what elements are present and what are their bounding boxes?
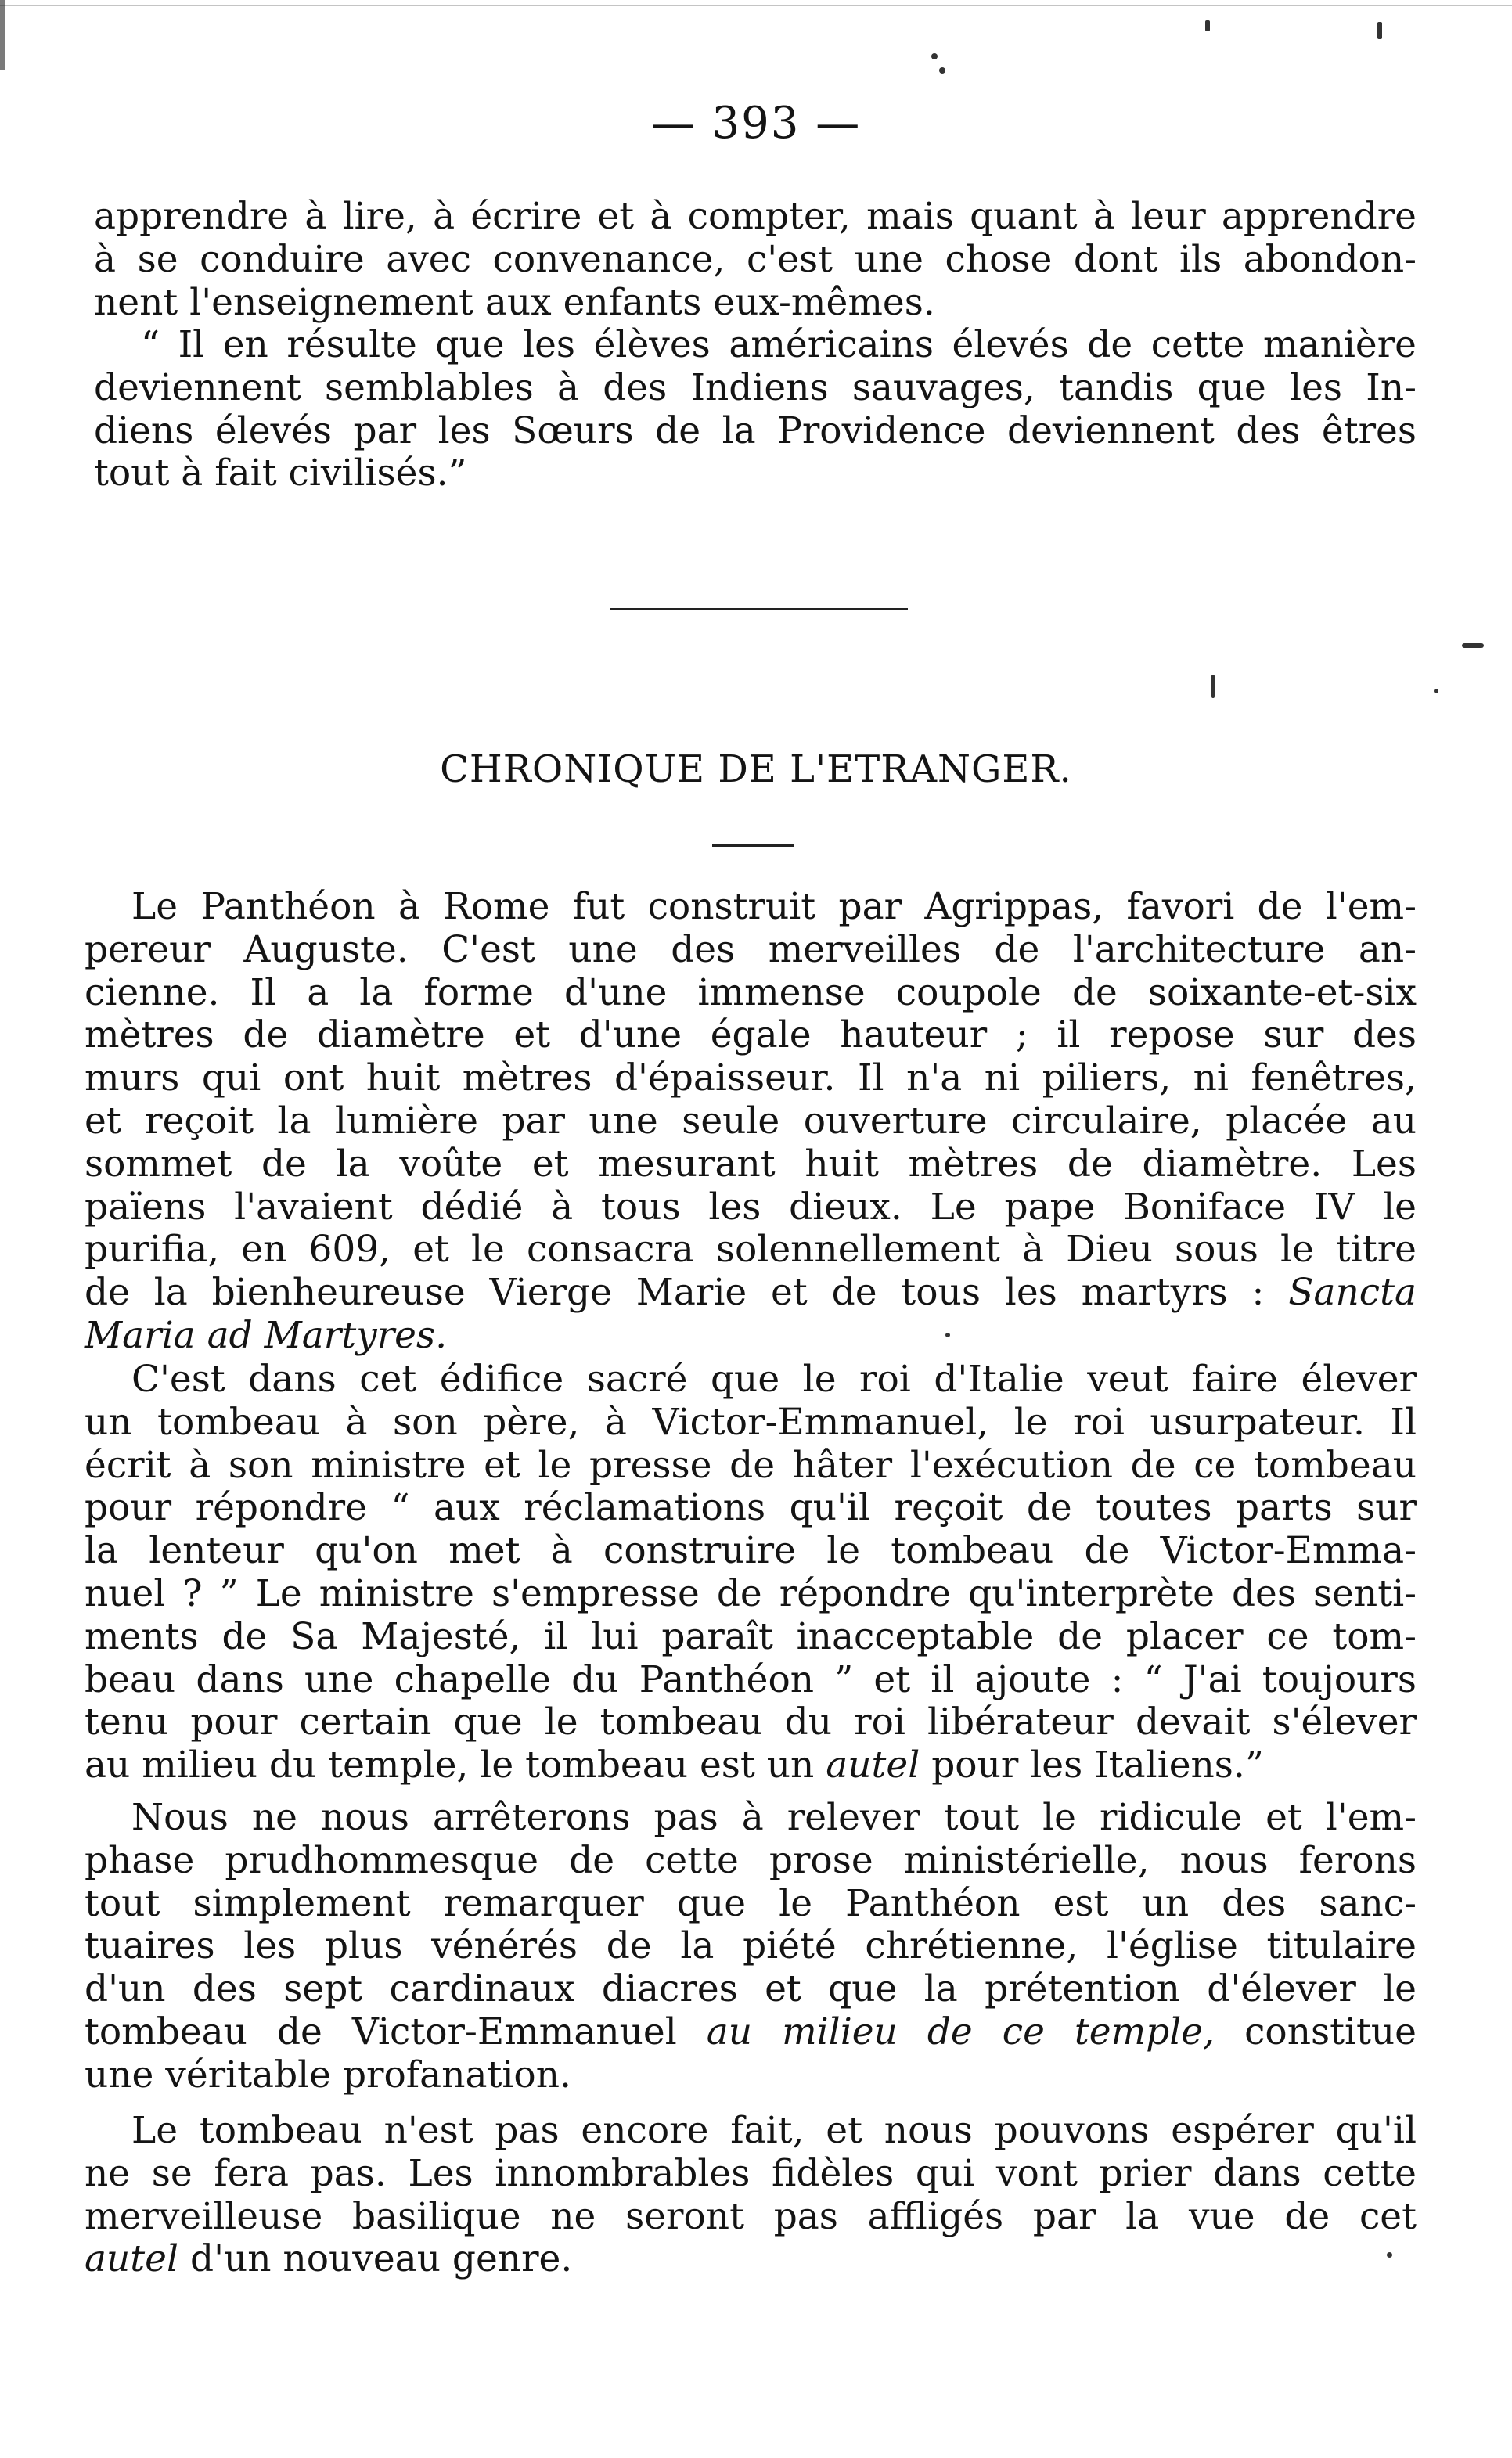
scan-speck [1387,2252,1392,2258]
body-paragraph [85,886,1417,1358]
text-line: la lenteur qu'on met à construire le tombeau de Victor-Emma- [85,1529,1417,1573]
text-line: murs qui ont huit mètres d'épaisseur. Il n'a ni piliers, ni fenêtres, [85,1056,1417,1100]
scan-speck [1211,675,1215,698]
text-line: tout simplement remarquer que le Panthéon est un des sanc- [85,1881,1417,1925]
scan-speck [931,53,938,59]
section-title: CHRONIQUE DE L'ETRANGER. [440,747,1072,791]
text-line: deviennent semblables à des Indiens sauvages, tandis que les In- [94,365,1417,409]
text-line: un tombeau à son père, à Victor-Emmanuel, le roi usurpateur. Il [85,1400,1417,1444]
scan-speck [1377,22,1382,39]
text-run: constitue [1244,2010,1417,2053]
text-line: apprendre à lire, à écrire et à compter, mais quant à leur apprendre [94,195,1417,238]
text-line: phase prudhommesque de cette prose ministérielle, nous ferons [85,1838,1417,1882]
text-line: pour répondre “ aux réclamations qu'il reçoit de toutes parts sur [85,1486,1417,1530]
section-divider [610,608,908,610]
text-line: ne se fera pas. Les innombrables fidèles qui vont prier dans cette [85,2151,1417,2195]
text-line: Le tombeau n'est pas encore fait, et nous pouvons espérer qu'il [131,2109,1417,2152]
text-line: purifia, en 609, et le consacra solennellement à Dieu sous le titre [85,1228,1417,1272]
italic-text: Sancta [1288,1271,1417,1315]
text-line: Le Panthéon à Rome fut construit par Agrippas, favori de l'em- [131,885,1417,928]
text-line [85,1272,1417,1315]
text-line: écrit à son ministre et le presse de hâter l'exécution de ce tombeau [85,1443,1417,1487]
text-line: une véritable profanation. [85,2053,571,2096]
text-line: tenu pour certain que le tombeau du roi libérateur devait s'élever [85,1700,1417,1744]
page-number: — 393 — [650,98,862,149]
italic-text: autel [826,1744,920,1787]
text-line: ments de Sa Majesté, il lui paraît inacceptable de placer ce tom- [85,1614,1417,1658]
text-line: nuel ? ” Le ministre s'empresse de répondre qu'interprète des senti- [85,1571,1417,1615]
text-line [85,1744,1417,1787]
title-underline [712,844,794,847]
text-line [85,1315,1417,1358]
text-line: d'un des sept cardinaux diacres et que la prétention d'élever le [85,1967,1417,2011]
quote-paragraph [94,324,1417,495]
scan-speck [945,1333,950,1337]
text-line: et reçoit la lumière par une seule ouverture circulaire, placée au [85,1099,1417,1143]
text-run: d'un nouveau genre. [189,2237,573,2281]
text-line [85,2238,1417,2281]
text-line: Nous ne nous arrêterons pas à relever tout le ridicule et l'em- [131,1796,1417,1839]
text-line: “ Il en résulte que les élèves américains élevés de cette manière [141,323,1417,366]
text-line: diens élevés par les Sœurs de la Providence deviennent des êtres [94,408,1417,452]
text-line [85,2011,1417,2054]
text-line: nent l'enseignement aux enfants eux-mêmes. [94,280,935,324]
scan-speck [1434,689,1438,693]
body-paragraph [85,2110,1417,2281]
scan-speck [939,67,945,74]
text-line: cienne. Il a la forme d'une immense coupole de soixante-et-six [85,970,1417,1014]
text-line: mètres de diamètre et d'une égale hauteur ; il repose sur des [85,1013,1417,1057]
text-line: à se conduire avec convenance, c'est une chose dont ils abondon- [94,237,1417,281]
left-edge-mark [0,0,5,70]
intro-paragraph [94,196,1417,324]
text-line: pereur Auguste. C'est une des merveilles de l'architecture an- [85,927,1417,971]
text-run: au milieu du temple, le tombeau est un [85,1744,815,1787]
body-paragraph [85,1359,1417,1787]
text-line: païens l'avaient dédié à tous les dieux. Le pape Boniface IV le [85,1185,1417,1229]
text-line: tout à fait civilisés.” [94,452,467,495]
body-paragraph [85,1797,1417,2097]
text-run: de la bienheureuse Vierge Marie et de tous les martyrs : [85,1271,1265,1315]
top-border-rule [0,0,1512,6]
text-line: beau dans une chapelle du Panthéon ” et il ajoute : “ J'ai toujours [85,1657,1417,1701]
text-line: tuaires les plus vénérés de la piété chrétienne, l'église titulaire [85,1924,1417,1968]
text-line: C'est dans cet édifice sacré que le roi d'Italie veut faire élever [131,1358,1417,1401]
text-line: sommet de la voûte et mesurant huit mètres de diamètre. Les [85,1142,1417,1186]
italic-text: au milieu de ce temple, [706,2010,1215,2053]
italic-text: Maria ad Martyres. [85,1313,448,1357]
scan-speck [1205,20,1210,31]
scan-speck [1462,643,1484,648]
text-run: tombeau de Victor-Emmanuel [85,2010,677,2053]
text-run: pour les Italiens.” [931,1744,1264,1787]
text-line: merveilleuse basilique ne seront pas affligés par la vue de cet [85,2194,1417,2238]
italic-text: autel [85,2237,179,2281]
